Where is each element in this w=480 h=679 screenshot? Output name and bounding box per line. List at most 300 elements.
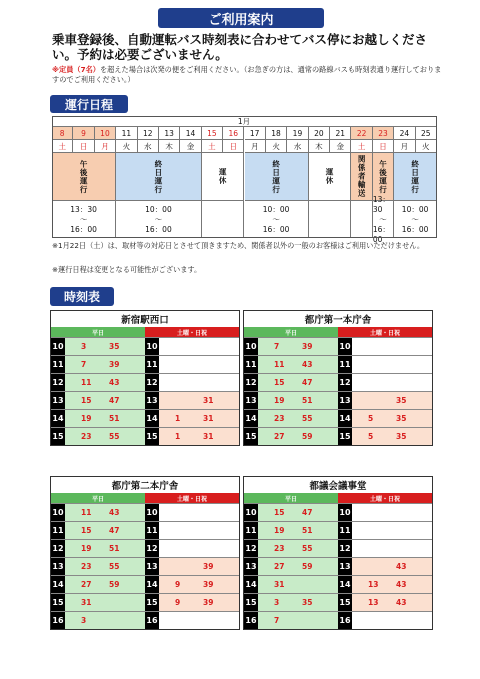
departure-minute: 15	[274, 508, 285, 517]
departure-minute: 3	[274, 598, 280, 607]
hour-cell: 10	[244, 338, 258, 355]
departure-minute: 31	[203, 414, 214, 423]
departure-minute: 39	[203, 598, 214, 607]
day-of-week: 土	[52, 140, 73, 153]
start-time: 10：00	[262, 204, 290, 214]
section-header-schedule: 運行日程	[50, 95, 128, 113]
weekend-minutes	[159, 392, 239, 409]
day-number: 16	[223, 127, 244, 140]
day-number: 25	[416, 127, 437, 140]
end-time: 16：00	[401, 224, 429, 234]
day-number: 8	[52, 127, 73, 140]
hour-cell: 12	[51, 540, 65, 557]
day-number: 24	[394, 127, 415, 140]
table-row	[51, 539, 239, 557]
weekend-minutes	[159, 522, 239, 539]
weekday-minutes	[65, 504, 145, 521]
weekend-minutes	[352, 356, 432, 373]
day-number: 20	[309, 127, 330, 140]
hour-cell: 11	[51, 356, 65, 373]
weekend-minutes	[352, 558, 432, 575]
table-row	[51, 575, 239, 593]
hour-cell: 16	[145, 612, 159, 629]
intro-note	[52, 65, 447, 85]
start-time: 10：00	[401, 204, 429, 214]
departure-minute: 39	[302, 342, 313, 351]
operation-type-label: 運休	[325, 168, 335, 185]
day-number: 18	[266, 127, 287, 140]
weekend-minutes	[352, 504, 432, 521]
end-time: 16：00	[70, 224, 97, 234]
operation-schedule-grid	[52, 116, 437, 244]
departure-minute: 35	[396, 432, 407, 441]
hour-cell: 15	[338, 428, 352, 445]
table-row	[244, 593, 432, 611]
hour-cell: 16	[51, 612, 65, 629]
intro-main-text: 乗車登録後、自動運転バス時刻表に合わせてバス停にお越しください。予約は必要ございません。	[52, 32, 428, 62]
hour-cell: 13	[145, 558, 159, 575]
day-of-week: 水	[287, 140, 308, 153]
hour-cell: 10	[51, 504, 65, 521]
hour-cell: 11	[51, 522, 65, 539]
day-of-week: 金	[330, 140, 351, 153]
hour-cell: 16	[338, 612, 352, 629]
weekday-minutes	[258, 338, 338, 355]
operation-type-label: 午後運行	[79, 159, 89, 194]
table-row	[51, 503, 239, 521]
departure-minute: 43	[396, 598, 407, 607]
hour-cell: 12	[51, 374, 65, 391]
operation-block	[52, 153, 116, 201]
end-time: 16：00	[262, 224, 290, 234]
weekend-minutes	[352, 594, 432, 611]
departure-minute: 35	[302, 598, 313, 607]
weekday-minutes	[65, 522, 145, 539]
weekend-minutes	[352, 410, 432, 427]
operation-type-label: 終日運行	[410, 159, 420, 194]
hour-cell: 14	[338, 576, 352, 593]
stop-name: 都庁第二本庁舎	[111, 481, 179, 492]
weekday-minutes	[258, 612, 338, 629]
timetable-card	[243, 310, 433, 446]
stop-name: 都庁第一本庁舎	[304, 315, 372, 326]
departure-minute: 59	[302, 432, 313, 441]
weekday-minutes	[65, 374, 145, 391]
schedule-note-2: ※運行日程は変更となる可能性がございます。	[52, 265, 202, 274]
operation-block	[116, 153, 202, 201]
weekday-minutes	[65, 594, 145, 611]
table-row	[244, 557, 432, 575]
day-of-week: 木	[309, 140, 330, 153]
departure-minute: 43	[396, 562, 407, 571]
departure-minute: 7	[274, 616, 280, 625]
weekday-minutes	[65, 558, 145, 575]
operation-type-label: 関係者輸送	[357, 155, 367, 198]
hour-cell: 11	[244, 356, 258, 373]
weekday-minutes	[65, 540, 145, 557]
table-row	[244, 575, 432, 593]
weekend-minutes	[159, 338, 239, 355]
hour-cell: 14	[51, 576, 65, 593]
hour-cell: 15	[145, 428, 159, 445]
departure-minute: 55	[109, 432, 120, 441]
hour-cell: 11	[145, 522, 159, 539]
capacity-note: を超えた場合は次発の便をご利用ください。（お急ぎの方は、通常の路線バスも時刻表通り運行しておりますのでご利用ください。）	[52, 65, 442, 84]
weekend-minutes	[159, 540, 239, 557]
day-number: 21	[330, 127, 351, 140]
day-number: 19	[287, 127, 308, 140]
departure-minute: 35	[396, 396, 407, 405]
departure-minute: 1	[175, 414, 181, 423]
end-time: 16：00	[145, 224, 172, 234]
day-of-week: 日	[73, 140, 94, 153]
departure-minute: 47	[109, 526, 120, 535]
day-of-week: 月	[245, 140, 266, 153]
hour-cell: 14	[145, 576, 159, 593]
hour-cell: 10	[145, 504, 159, 521]
departure-minute: 59	[109, 580, 120, 589]
departure-minute: 5	[368, 432, 374, 441]
departure-minute: 19	[81, 544, 92, 553]
weekend-header: 土曜・日祝	[338, 493, 432, 503]
day-of-week: 月	[394, 140, 415, 153]
departure-minute: 47	[302, 508, 313, 517]
day-number: 14	[180, 127, 201, 140]
weekend-minutes	[352, 540, 432, 557]
day-of-week: 月	[95, 140, 116, 153]
operation-type-label: 終日運行	[271, 159, 281, 194]
weekend-minutes	[352, 428, 432, 445]
hour-cell: 13	[51, 392, 65, 409]
end-time: 16：00	[372, 224, 390, 244]
start-time: 13：30	[70, 204, 97, 214]
section-header-timetable: 時刻表	[50, 287, 114, 306]
table-row	[51, 557, 239, 575]
departure-minute: 19	[81, 414, 92, 423]
departure-minute: 11	[81, 508, 92, 517]
hour-cell: 10	[244, 504, 258, 521]
hour-cell: 12	[145, 540, 159, 557]
stop-name: 都議会議事堂	[309, 481, 367, 492]
table-row	[244, 373, 432, 391]
table-row	[244, 611, 432, 629]
weekday-minutes	[258, 410, 338, 427]
operation-hours	[394, 201, 437, 238]
start-time: 10：00	[145, 204, 172, 214]
day-of-week: 火	[416, 140, 437, 153]
note-mark: ※	[52, 65, 59, 74]
operation-block	[394, 153, 437, 201]
departure-minute: 35	[109, 342, 120, 351]
weekend-minutes	[159, 374, 239, 391]
departure-minute: 15	[274, 378, 285, 387]
departure-minute: 11	[274, 360, 285, 369]
day-of-week: 日	[373, 140, 394, 153]
departure-minute: 35	[396, 414, 407, 423]
day-of-week: 木	[159, 140, 180, 153]
hour-cell: 14	[244, 410, 258, 427]
weekday-minutes	[65, 356, 145, 373]
weekend-minutes	[159, 594, 239, 611]
departure-minute: 39	[203, 580, 214, 589]
departure-minute: 13	[368, 598, 379, 607]
weekday-minutes	[258, 428, 338, 445]
day-of-week: 金	[180, 140, 201, 153]
table-row	[51, 593, 239, 611]
departure-minute: 1	[175, 432, 181, 441]
departure-minute: 43	[302, 360, 313, 369]
weekend-header: 土曜・日祝	[145, 493, 239, 503]
weekday-minutes	[258, 540, 338, 557]
weekend-minutes	[352, 392, 432, 409]
weekend-minutes	[352, 612, 432, 629]
table-row	[244, 409, 432, 427]
departure-minute: 7	[81, 360, 87, 369]
table-row	[51, 337, 239, 355]
weekday-header: 平日	[51, 327, 145, 337]
operation-hours	[52, 201, 116, 238]
day-number: 23	[373, 127, 394, 140]
timetable-header	[51, 327, 239, 337]
departure-minute: 27	[274, 432, 285, 441]
day-number: 12	[138, 127, 159, 140]
weekend-minutes	[159, 558, 239, 575]
operation-block	[202, 153, 245, 201]
operation-type-label: 午後運行	[378, 159, 388, 194]
hour-cell: 15	[51, 594, 65, 611]
weekend-minutes	[352, 576, 432, 593]
weekend-minutes	[159, 428, 239, 445]
operation-hours	[116, 201, 202, 238]
departure-minute: 7	[274, 342, 280, 351]
hour-cell: 15	[145, 594, 159, 611]
hour-cell: 10	[338, 504, 352, 521]
weekend-header: 土曜・日祝	[145, 327, 239, 337]
operation-hours	[202, 201, 245, 238]
departure-minute: 39	[203, 562, 214, 571]
hour-cell: 10	[51, 338, 65, 355]
table-row	[244, 355, 432, 373]
table-row	[51, 391, 239, 409]
day-number: 15	[202, 127, 223, 140]
weekday-minutes	[258, 594, 338, 611]
weekday-header: 平日	[244, 493, 338, 503]
timetable-card	[50, 476, 240, 630]
weekend-minutes	[159, 612, 239, 629]
weekday-minutes	[258, 576, 338, 593]
departure-minute: 9	[175, 580, 181, 589]
time-separator: ～	[79, 214, 88, 224]
hour-cell: 11	[244, 522, 258, 539]
hour-cell: 11	[338, 522, 352, 539]
hour-cell: 14	[338, 410, 352, 427]
hour-cell: 15	[244, 594, 258, 611]
departure-minute: 3	[81, 616, 87, 625]
operation-type-label: 運休	[218, 168, 228, 185]
hour-cell: 13	[338, 558, 352, 575]
weekday-minutes	[65, 392, 145, 409]
hour-cell: 12	[244, 540, 258, 557]
weekend-minutes	[159, 356, 239, 373]
day-of-week: 火	[116, 140, 137, 153]
hour-cell: 13	[338, 392, 352, 409]
hour-cell: 13	[145, 392, 159, 409]
hour-cell: 14	[244, 576, 258, 593]
weekday-minutes	[258, 392, 338, 409]
weekday-minutes	[65, 338, 145, 355]
departure-minute: 47	[109, 396, 120, 405]
departure-minute: 51	[109, 544, 120, 553]
weekend-minutes	[159, 410, 239, 427]
day-of-week: 土	[202, 140, 223, 153]
time-separator: ～	[272, 214, 280, 224]
departure-minute: 3	[81, 342, 87, 351]
operation-hours	[309, 201, 352, 238]
weekday-minutes	[258, 558, 338, 575]
departure-minute: 15	[81, 526, 92, 535]
table-row	[244, 427, 432, 445]
weekend-minutes	[352, 522, 432, 539]
weekend-minutes	[352, 374, 432, 391]
hour-cell: 11	[338, 356, 352, 373]
hour-cell: 13	[244, 558, 258, 575]
departure-minute: 11	[81, 378, 92, 387]
weekday-minutes	[258, 374, 338, 391]
table-row	[244, 337, 432, 355]
weekend-header: 土曜・日祝	[338, 327, 432, 337]
hour-cell: 10	[338, 338, 352, 355]
operation-block	[351, 153, 372, 201]
departure-minute: 55	[302, 414, 313, 423]
departure-minute: 23	[81, 432, 92, 441]
hour-cell: 12	[338, 374, 352, 391]
weekday-minutes	[65, 612, 145, 629]
departure-minute: 39	[109, 360, 120, 369]
departure-minute: 31	[203, 432, 214, 441]
departure-minute: 31	[203, 396, 214, 405]
time-separator: ～	[411, 214, 419, 224]
weekday-minutes	[65, 410, 145, 427]
table-row	[51, 427, 239, 445]
hour-cell: 12	[244, 374, 258, 391]
departure-minute: 19	[274, 526, 285, 535]
weekend-minutes	[159, 504, 239, 521]
hour-cell: 15	[51, 428, 65, 445]
month-label: 1月	[52, 116, 437, 127]
operation-hours	[372, 194, 394, 244]
weekday-header: 平日	[244, 327, 338, 337]
section-header-info: ご利用案内	[158, 8, 324, 28]
weekend-minutes	[159, 576, 239, 593]
weekend-minutes	[352, 338, 432, 355]
hour-cell: 11	[145, 356, 159, 373]
hour-cell: 12	[145, 374, 159, 391]
timetable-card	[50, 310, 240, 446]
hour-cell: 14	[145, 410, 159, 427]
departure-minute: 19	[274, 396, 285, 405]
hour-cell: 10	[145, 338, 159, 355]
weekday-minutes	[258, 356, 338, 373]
timetable-card	[243, 476, 433, 630]
weekday-minutes	[258, 504, 338, 521]
departure-minute: 31	[81, 598, 92, 607]
timetable-header	[244, 493, 432, 503]
timetable-header	[51, 493, 239, 503]
weekday-minutes	[258, 522, 338, 539]
start-time: 13：30	[372, 194, 390, 214]
departure-minute: 43	[396, 580, 407, 589]
day-of-week: 土	[351, 140, 372, 153]
hour-cell: 13	[51, 558, 65, 575]
departure-minute: 47	[302, 378, 313, 387]
day-number: 13	[159, 127, 180, 140]
departure-minute: 27	[274, 562, 285, 571]
departure-minute: 55	[109, 562, 120, 571]
departure-minute: 23	[274, 544, 285, 553]
stop-name: 新宿駅西口	[121, 315, 169, 326]
operation-hours	[351, 201, 372, 238]
departure-minute: 5	[368, 414, 374, 423]
capacity-label: 定員（7名）	[59, 65, 100, 74]
operation-hours	[245, 201, 309, 238]
day-number: 17	[245, 127, 266, 140]
day-number: 11	[116, 127, 137, 140]
departure-minute: 23	[274, 414, 285, 423]
table-row	[244, 539, 432, 557]
departure-minute: 27	[81, 580, 92, 589]
weekday-minutes	[65, 428, 145, 445]
departure-minute: 51	[302, 396, 313, 405]
departure-minute: 55	[302, 544, 313, 553]
departure-minute: 15	[81, 396, 92, 405]
time-separator: ～	[379, 214, 387, 224]
departure-minute: 23	[81, 562, 92, 571]
day-of-week: 水	[138, 140, 159, 153]
timetable-header	[244, 327, 432, 337]
time-separator: ～	[154, 214, 163, 224]
table-row	[244, 521, 432, 539]
day-number: 10	[95, 127, 116, 140]
hour-cell: 15	[244, 428, 258, 445]
table-row	[244, 391, 432, 409]
departure-minute: 31	[274, 580, 285, 589]
day-of-week: 火	[266, 140, 287, 153]
hour-cell: 16	[244, 612, 258, 629]
operation-type-label: 終日運行	[153, 159, 163, 194]
schedule-note-1: ※1月22日（土）は、取材等の対応日とさせて頂きますため、関係者以外の一般のお客様はご利用いただけません。	[52, 241, 425, 250]
weekday-header: 平日	[51, 493, 145, 503]
hour-cell: 15	[338, 594, 352, 611]
operation-block	[245, 153, 309, 201]
table-row	[51, 355, 239, 373]
hour-cell: 14	[51, 410, 65, 427]
departure-minute: 59	[302, 562, 313, 571]
table-row	[51, 409, 239, 427]
departure-minute: 51	[109, 414, 120, 423]
day-number: 22	[351, 127, 372, 140]
departure-minute: 9	[175, 598, 181, 607]
hour-cell: 13	[244, 392, 258, 409]
weekday-minutes	[65, 576, 145, 593]
table-row	[51, 611, 239, 629]
departure-minute: 43	[109, 378, 120, 387]
table-row	[244, 503, 432, 521]
departure-minute: 43	[109, 508, 120, 517]
departure-minute: 51	[302, 526, 313, 535]
hour-cell: 12	[338, 540, 352, 557]
table-row	[51, 373, 239, 391]
operation-block	[309, 153, 352, 201]
